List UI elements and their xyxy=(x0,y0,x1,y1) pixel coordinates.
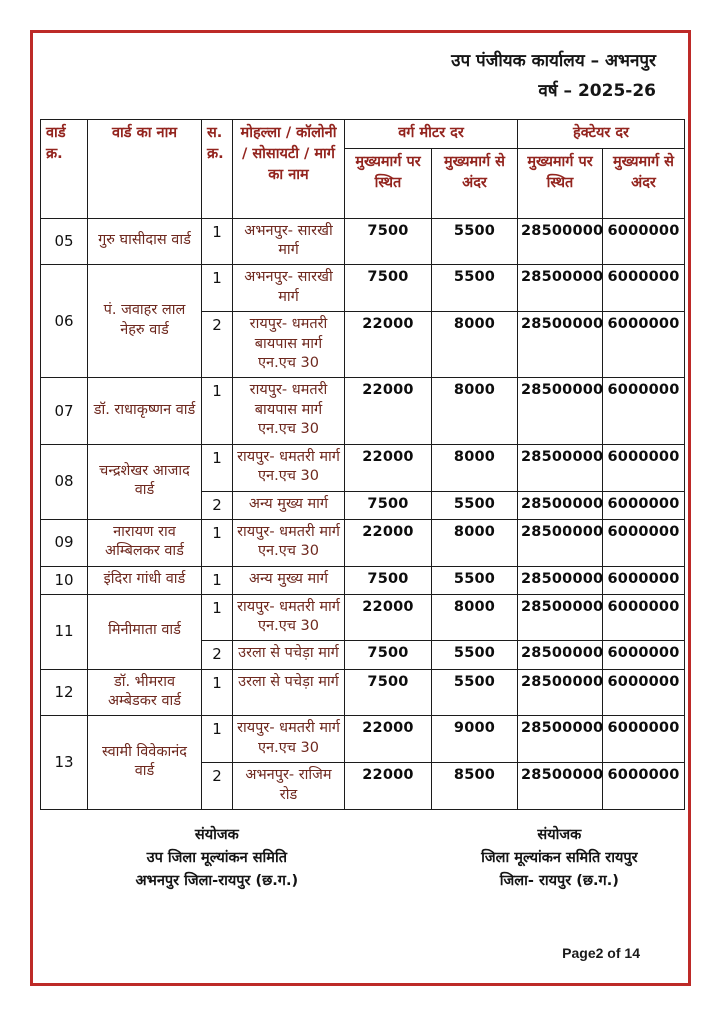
table-row xyxy=(41,566,685,594)
serial-number-cell: 2 xyxy=(202,641,233,669)
header-ward-name: वार्ड का नाम xyxy=(88,119,202,218)
hectare-inside-rate-cell: 6000000 xyxy=(603,312,685,378)
hectare-main-road-rate-cell: 28500000 xyxy=(518,594,603,641)
header-sqm-rate-group: वर्ग मीटर दर xyxy=(345,119,518,148)
header-hect-on-main-road: मुख्यमार्ग पर स्थित xyxy=(518,148,603,218)
signature-block-right xyxy=(431,824,688,894)
ward-number-cell: 06 xyxy=(41,265,88,378)
locality-cell: अन्य मुख्य मार्ग xyxy=(233,491,345,519)
hectare-main-road-rate-cell: 28500000 xyxy=(518,669,603,716)
sqm-main-road-rate-cell: 22000 xyxy=(345,444,432,491)
sqm-main-road-rate-cell: 22000 xyxy=(345,519,432,566)
header-serial-no: स. क्र. xyxy=(202,119,233,218)
ward-name-cell: चन्द्रशेखर आजाद वार्ड xyxy=(88,444,202,519)
table-row xyxy=(41,378,685,444)
sqm-inside-rate-cell: 8000 xyxy=(432,519,518,566)
locality-cell: अभनपुर- राजिम रोड xyxy=(233,763,345,810)
sqm-inside-rate-cell: 5500 xyxy=(432,491,518,519)
ward-name-cell: मिनीमाता वार्ड xyxy=(88,594,202,669)
hectare-inside-rate-cell: 6000000 xyxy=(603,566,685,594)
signature-footer xyxy=(33,824,688,894)
ward-number-cell: 10 xyxy=(41,566,88,594)
sqm-inside-rate-cell: 8000 xyxy=(432,378,518,444)
committee-place-left: अभनपुर जिला-रायपुर (छ.ग.) xyxy=(135,873,299,890)
hectare-main-road-rate-cell: 28500000 xyxy=(518,566,603,594)
hectare-inside-rate-cell: 6000000 xyxy=(603,594,685,641)
ward-name-cell: नारायण राव अम्बिलकर वार्ड xyxy=(88,519,202,566)
sqm-main-road-rate-cell: 7500 xyxy=(345,566,432,594)
locality-cell: अभनपुर- सारखी मार्ग xyxy=(233,265,345,312)
locality-cell: अन्य मुख्य मार्ग xyxy=(233,566,345,594)
hectare-inside-rate-cell: 6000000 xyxy=(603,444,685,491)
serial-number-cell: 1 xyxy=(202,566,233,594)
ward-number-cell: 13 xyxy=(41,716,88,810)
hectare-main-road-rate-cell: 28500000 xyxy=(518,641,603,669)
hectare-main-road-rate-cell: 28500000 xyxy=(518,265,603,312)
hectare-main-road-rate-cell: 28500000 xyxy=(518,763,603,810)
hectare-main-road-rate-cell: 28500000 xyxy=(518,444,603,491)
sqm-inside-rate-cell: 8000 xyxy=(432,594,518,641)
serial-number-cell: 1 xyxy=(202,218,233,265)
header-hect-inside: मुख्यमार्ग से अंदर xyxy=(603,148,685,218)
sqm-main-road-rate-cell: 22000 xyxy=(345,378,432,444)
locality-cell: रायपुर- धमतरी बायपास मार्ग एन.एच 30 xyxy=(233,378,345,444)
page-number: Page2 of 14 xyxy=(562,945,640,961)
sqm-inside-rate-cell: 8000 xyxy=(432,312,518,378)
committee-place-right: जिला- रायपुर (छ.ग.) xyxy=(499,873,619,890)
hectare-main-road-rate-cell: 28500000 xyxy=(518,519,603,566)
year-title: वर्ष – 2025-26 xyxy=(538,80,656,101)
table-row xyxy=(41,444,685,491)
sqm-inside-rate-cell: 8500 xyxy=(432,763,518,810)
hectare-main-road-rate-cell: 28500000 xyxy=(518,491,603,519)
ward-number-cell: 09 xyxy=(41,519,88,566)
hectare-inside-rate-cell: 6000000 xyxy=(603,641,685,669)
ward-number-cell: 05 xyxy=(41,218,88,265)
sqm-main-road-rate-cell: 22000 xyxy=(345,312,432,378)
convener-label-right: संयोजक xyxy=(537,827,582,844)
locality-cell: उरला से पचेड़ा मार्ग xyxy=(233,669,345,716)
table-row xyxy=(41,716,685,763)
ward-number-cell: 11 xyxy=(41,594,88,669)
committee-name-right: जिला मूल्यांकन समिति रायपुर xyxy=(481,850,638,867)
hectare-main-road-rate-cell: 28500000 xyxy=(518,312,603,378)
serial-number-cell: 1 xyxy=(202,444,233,491)
serial-number-cell: 1 xyxy=(202,716,233,763)
sqm-main-road-rate-cell: 7500 xyxy=(345,265,432,312)
header-sqm-inside: मुख्यमार्ग से अंदर xyxy=(432,148,518,218)
serial-number-cell: 2 xyxy=(202,491,233,519)
sqm-main-road-rate-cell: 22000 xyxy=(345,716,432,763)
ward-name-cell: इंदिरा गांधी वार्ड xyxy=(88,566,202,594)
rates-table-body xyxy=(41,218,685,810)
serial-number-cell: 2 xyxy=(202,763,233,810)
document-title-block xyxy=(33,47,656,107)
hectare-inside-rate-cell: 6000000 xyxy=(603,491,685,519)
sqm-inside-rate-cell: 5500 xyxy=(432,566,518,594)
serial-number-cell: 1 xyxy=(202,265,233,312)
sqm-main-road-rate-cell: 7500 xyxy=(345,218,432,265)
ward-name-cell: स्वामी विवेकानंद वार्ड xyxy=(88,716,202,810)
header-sqm-on-main-road: मुख्यमार्ग पर स्थित xyxy=(345,148,432,218)
ward-number-cell: 08 xyxy=(41,444,88,519)
serial-number-cell: 1 xyxy=(202,378,233,444)
sqm-inside-rate-cell: 9000 xyxy=(432,716,518,763)
sqm-main-road-rate-cell: 7500 xyxy=(345,491,432,519)
rates-table-header xyxy=(41,119,685,218)
office-title: उप पंजीयक कार्यालय – अभनपुर xyxy=(451,51,656,71)
header-locality: मोहल्ला / कॉलोनी / सोसायटी / मार्ग का नाम xyxy=(233,119,345,218)
hectare-inside-rate-cell: 6000000 xyxy=(603,669,685,716)
sqm-inside-rate-cell: 5500 xyxy=(432,265,518,312)
ward-name-cell: डॉ. राधाकृष्णन वार्ड xyxy=(88,378,202,444)
locality-cell: रायपुर- धमतरी बायपास मार्ग एन.एच 30 xyxy=(233,312,345,378)
sqm-main-road-rate-cell: 22000 xyxy=(345,763,432,810)
ward-name-cell: डॉ. भीमराव अम्बेडकर वार्ड xyxy=(88,669,202,716)
ward-number-cell: 07 xyxy=(41,378,88,444)
table-row xyxy=(41,218,685,265)
hectare-inside-rate-cell: 6000000 xyxy=(603,265,685,312)
locality-cell: उरला से पचेड़ा मार्ग xyxy=(233,641,345,669)
table-row xyxy=(41,519,685,566)
hectare-inside-rate-cell: 6000000 xyxy=(603,716,685,763)
hectare-inside-rate-cell: 6000000 xyxy=(603,378,685,444)
sqm-inside-rate-cell: 5500 xyxy=(432,669,518,716)
table-row xyxy=(41,594,685,641)
locality-cell: रायपुर- धमतरी मार्ग एन.एच 30 xyxy=(233,519,345,566)
ward-number-cell: 12 xyxy=(41,669,88,716)
hectare-main-road-rate-cell: 28500000 xyxy=(518,218,603,265)
sqm-inside-rate-cell: 5500 xyxy=(432,641,518,669)
sqm-main-road-rate-cell: 7500 xyxy=(345,669,432,716)
table-row xyxy=(41,265,685,312)
serial-number-cell: 1 xyxy=(202,594,233,641)
locality-cell: रायपुर- धमतरी मार्ग एन.एच 30 xyxy=(233,444,345,491)
locality-cell: रायपुर- धमतरी मार्ग एन.एच 30 xyxy=(233,716,345,763)
hectare-main-road-rate-cell: 28500000 xyxy=(518,378,603,444)
header-hectare-rate-group: हेक्टेयर दर xyxy=(518,119,685,148)
sqm-main-road-rate-cell: 7500 xyxy=(345,641,432,669)
committee-name-left: उप जिला मूल्यांकन समिति xyxy=(146,850,287,867)
locality-cell: रायपुर- धमतरी मार्ग एन.एच 30 xyxy=(233,594,345,641)
hectare-inside-rate-cell: 6000000 xyxy=(603,218,685,265)
ward-name-cell: गुरु घासीदास वार्ड xyxy=(88,218,202,265)
sqm-main-road-rate-cell: 22000 xyxy=(345,594,432,641)
serial-number-cell: 1 xyxy=(202,669,233,716)
hectare-inside-rate-cell: 6000000 xyxy=(603,519,685,566)
hectare-main-road-rate-cell: 28500000 xyxy=(518,716,603,763)
header-ward-no: वार्ड क्र. xyxy=(41,119,88,218)
convener-label-left: संयोजक xyxy=(194,827,239,844)
locality-cell: अभनपुर- सारखी मार्ग xyxy=(233,218,345,265)
serial-number-cell: 2 xyxy=(202,312,233,378)
table-row xyxy=(41,669,685,716)
signature-block-left xyxy=(103,824,331,894)
sqm-inside-rate-cell: 8000 xyxy=(432,444,518,491)
rates-table xyxy=(40,119,685,811)
ward-name-cell: पं. जवाहर लाल नेहरु वार्ड xyxy=(88,265,202,378)
hectare-inside-rate-cell: 6000000 xyxy=(603,763,685,810)
page-border-frame xyxy=(30,30,691,986)
sqm-inside-rate-cell: 5500 xyxy=(432,218,518,265)
serial-number-cell: 1 xyxy=(202,519,233,566)
